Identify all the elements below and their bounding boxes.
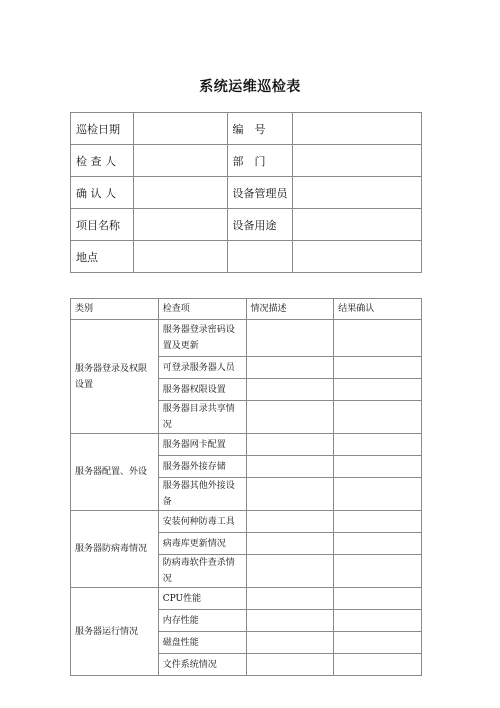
description-cell[interactable] bbox=[246, 555, 334, 588]
category-cell: 服务器运行情况 bbox=[71, 588, 159, 676]
result-cell[interactable] bbox=[334, 533, 422, 555]
check-item-cell: 防病毒软件查杀情况 bbox=[158, 555, 246, 588]
description-cell[interactable] bbox=[246, 610, 334, 632]
check-item-cell: 服务器目录共享情况 bbox=[158, 401, 246, 434]
header-description: 情况描述 bbox=[246, 299, 334, 320]
info-label: 地点 bbox=[71, 241, 134, 273]
info-value-field[interactable] bbox=[133, 241, 227, 273]
page-title: 系统运维巡检表 bbox=[199, 79, 301, 95]
check-item-cell: 病毒库更新情况 bbox=[158, 533, 246, 555]
info-value-field[interactable] bbox=[293, 177, 422, 209]
result-cell[interactable] bbox=[334, 357, 422, 379]
header-check-item: 检查项 bbox=[158, 299, 246, 320]
check-item-cell: 可登录服务器人员 bbox=[158, 357, 246, 379]
info-value-field[interactable] bbox=[133, 113, 227, 145]
info-row bbox=[71, 209, 422, 241]
check-item-cell: 服务器网卡配置 bbox=[158, 434, 246, 456]
description-cell[interactable] bbox=[246, 320, 334, 357]
description-cell[interactable] bbox=[246, 456, 334, 478]
result-cell[interactable] bbox=[334, 401, 422, 434]
result-cell[interactable] bbox=[334, 588, 422, 610]
description-cell[interactable] bbox=[246, 379, 334, 401]
info-label: 检 查 人 bbox=[71, 145, 134, 177]
check-item-cell: CPU性能 bbox=[158, 588, 246, 610]
description-cell[interactable] bbox=[246, 357, 334, 379]
result-cell[interactable] bbox=[334, 478, 422, 511]
description-cell[interactable] bbox=[246, 478, 334, 511]
info-value-field[interactable] bbox=[293, 113, 422, 145]
check-item-cell: 服务器其他外接设备 bbox=[158, 478, 246, 511]
table-row bbox=[71, 434, 422, 456]
table-row bbox=[71, 320, 422, 357]
info-label: 确 认 人 bbox=[71, 177, 134, 209]
checklist-table bbox=[70, 298, 422, 676]
description-cell[interactable] bbox=[246, 632, 334, 654]
info-value-field[interactable] bbox=[293, 209, 422, 241]
check-item-cell: 安装何种防毒工具 bbox=[158, 511, 246, 533]
table-row bbox=[71, 511, 422, 533]
info-row bbox=[71, 145, 422, 177]
category-cell: 服务器登录及权限设置 bbox=[71, 320, 159, 434]
info-row bbox=[71, 177, 422, 209]
description-cell[interactable] bbox=[246, 401, 334, 434]
info-row bbox=[71, 241, 422, 273]
result-cell[interactable] bbox=[334, 320, 422, 357]
result-cell[interactable] bbox=[334, 511, 422, 533]
check-item-cell: 磁盘性能 bbox=[158, 632, 246, 654]
table-row bbox=[71, 588, 422, 610]
info-value-field[interactable] bbox=[293, 145, 422, 177]
category-cell: 服务器防病毒情况 bbox=[71, 511, 159, 588]
info-value-field[interactable] bbox=[293, 241, 422, 273]
header-result: 结果确认 bbox=[334, 299, 422, 320]
check-item-cell: 服务器登录密码设置及更新 bbox=[158, 320, 246, 357]
info-label: 设备用途 bbox=[227, 209, 293, 241]
info-label bbox=[227, 241, 293, 273]
header-category: 类别 bbox=[71, 299, 159, 320]
description-cell[interactable] bbox=[246, 434, 334, 456]
result-cell[interactable] bbox=[334, 632, 422, 654]
result-cell[interactable] bbox=[334, 555, 422, 588]
result-cell[interactable] bbox=[334, 379, 422, 401]
result-cell[interactable] bbox=[334, 456, 422, 478]
description-cell[interactable] bbox=[246, 588, 334, 610]
info-label: 设备管理员 bbox=[227, 177, 293, 209]
check-item-cell: 文件系统情况 bbox=[158, 654, 246, 676]
check-item-cell: 服务器权限设置 bbox=[158, 379, 246, 401]
info-row bbox=[71, 113, 422, 145]
info-label: 编 号 bbox=[227, 113, 293, 145]
result-cell[interactable] bbox=[334, 610, 422, 632]
info-value-field[interactable] bbox=[133, 145, 227, 177]
check-item-cell: 内存性能 bbox=[158, 610, 246, 632]
info-table bbox=[70, 112, 422, 273]
description-cell[interactable] bbox=[246, 654, 334, 676]
info-label: 巡检日期 bbox=[71, 113, 134, 145]
description-cell[interactable] bbox=[246, 511, 334, 533]
info-value-field[interactable] bbox=[133, 209, 227, 241]
check-item-cell: 服务器外接存储 bbox=[158, 456, 246, 478]
result-cell[interactable] bbox=[334, 654, 422, 676]
description-cell[interactable] bbox=[246, 533, 334, 555]
info-label: 部 门 bbox=[227, 145, 293, 177]
category-cell: 服务器配置、外设 bbox=[71, 434, 159, 511]
info-label: 项目名称 bbox=[71, 209, 134, 241]
result-cell[interactable] bbox=[334, 434, 422, 456]
info-value-field[interactable] bbox=[133, 177, 227, 209]
checklist-header-row bbox=[71, 299, 422, 320]
